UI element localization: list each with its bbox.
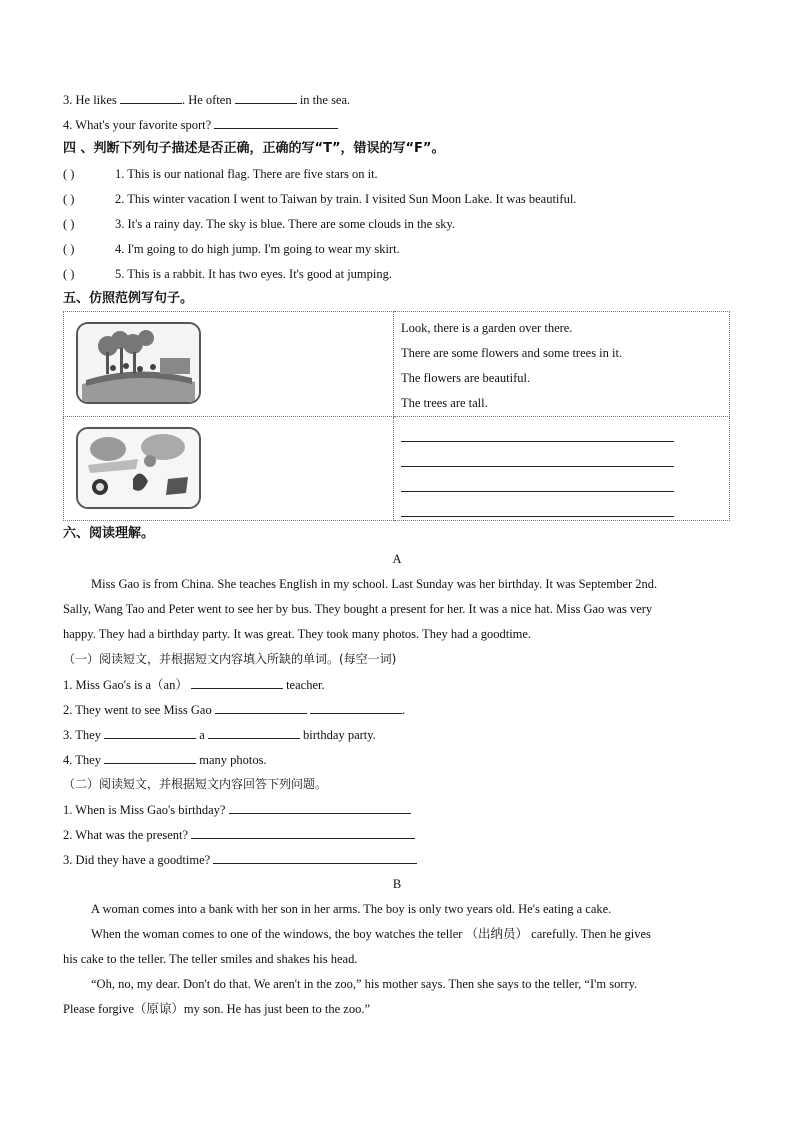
- answer-paren[interactable]: ( ): [63, 267, 75, 281]
- answer-blank[interactable]: [310, 701, 402, 714]
- tf-item: ( ) 1. This is our national flag. There are five stars on it.: [63, 167, 378, 181]
- tf-item: ( ) 2. This winter vacation I went to Taiwan by train. I visited Sun Moon Lake. It was beautiful.: [63, 192, 577, 206]
- zoo-picture-cell: [64, 417, 394, 521]
- answer-blank[interactable]: [120, 91, 182, 104]
- passage-b-line: Please forgive（原谅）my son. He has just been to the zoo.”: [63, 1002, 371, 1016]
- tf-item: ( ) 5. This is a rabbit. It has two eyes. It's good at jumping.: [63, 267, 392, 281]
- answer-blank[interactable]: [191, 676, 283, 689]
- part2-heading: （二）阅读短文，并根据短文内容回答下列问题。: [63, 777, 328, 791]
- answer-paren[interactable]: ( ): [63, 192, 75, 206]
- passage-a-line: happy. They had a birthday party. It was great. They took many photos. They had a goodtime.: [63, 627, 532, 641]
- answer-question: 3. Did they have a goodtime?: [63, 851, 417, 868]
- answer-blank[interactable]: [208, 726, 300, 739]
- question-3: 3. He likes . He often in the sea.: [63, 93, 351, 107]
- section5-heading: 五、仿照范例写句子。: [63, 291, 194, 306]
- passage-b-line: A woman comes into a bank with her son in her arms. The boy is only two years old. He's eating a cake.: [91, 902, 612, 916]
- passage-a-label: A: [392, 552, 402, 566]
- answer-question: 1. When is Miss Gao's birthday?: [63, 801, 411, 818]
- passage-b-label: B: [392, 877, 402, 891]
- writing-line[interactable]: [401, 442, 674, 467]
- fill-question: 3. They a birthday party.: [63, 728, 376, 742]
- passage-b-line: When the woman comes to one of the windows, the boy watches the teller （出纳员） carefully. Then he gives: [91, 927, 651, 941]
- part1-heading: （一）阅读短文，并根据短文内容填入所缺的单词。(每空一词): [63, 652, 397, 666]
- tf-item: ( ) 3. It's a rainy day. The sky is blue. There are some clouds in the sky.: [63, 217, 456, 231]
- question-4: 4. What's your favorite sport?: [63, 116, 338, 133]
- answer-blank[interactable]: [214, 116, 338, 129]
- answer-paren[interactable]: ( ): [63, 167, 75, 181]
- section6-heading: 六、阅读理解。: [63, 526, 155, 541]
- answer-blank[interactable]: [191, 826, 415, 839]
- garden-illustration: [76, 322, 201, 404]
- answer-blank[interactable]: [104, 726, 196, 739]
- zoo-animals-illustration: [76, 427, 201, 509]
- passage-a-line: Miss Gao is from China. She teaches English in my school. Last Sunday was her birthday. It was September 2nd.: [91, 577, 658, 591]
- fill-question: 4. They many photos.: [63, 753, 267, 767]
- tf-item: ( ) 4. I'm going to do high jump. I'm going to wear my skirt.: [63, 242, 400, 256]
- section4-heading: 四 、判断下列句子描述是否正确，正确的写“T”，错误的写“F”。: [63, 141, 445, 156]
- writing-lines-cell: [394, 417, 730, 521]
- example-table: [63, 311, 730, 521]
- writing-line[interactable]: [401, 417, 674, 442]
- example-sentences-cell: Look, there is a garden over there. There are some flowers and some trees in it. The flowers are beautiful. The trees are tall.: [394, 312, 730, 417]
- passage-a-line: Sally, Wang Tao and Peter went to see her by bus. They bought a present for her. It was a nice hat. Miss Gao was very: [63, 602, 653, 616]
- answer-blank[interactable]: [104, 751, 196, 764]
- fill-question: 2. They went to see Miss Gao .: [63, 703, 406, 717]
- answer-paren[interactable]: ( ): [63, 242, 75, 256]
- passage-b-line: his cake to the teller. The teller smiles and shakes his head.: [63, 952, 358, 966]
- writing-line[interactable]: [401, 467, 674, 492]
- answer-question: 2. What was the present?: [63, 826, 415, 843]
- answer-blank[interactable]: [229, 801, 411, 814]
- passage-b-line: “Oh, no, my dear. Don't do that. We aren't in the zoo,” his mother says. Then she says to the teller, “I'm sorry.: [91, 977, 638, 991]
- answer-blank[interactable]: [213, 851, 417, 864]
- fill-question: 1. Miss Gao's is a（an） teacher.: [63, 678, 325, 692]
- answer-paren[interactable]: ( ): [63, 217, 75, 231]
- writing-line[interactable]: [401, 492, 674, 517]
- answer-blank[interactable]: [215, 701, 307, 714]
- garden-picture-cell: [64, 312, 394, 417]
- answer-blank[interactable]: [235, 91, 297, 104]
